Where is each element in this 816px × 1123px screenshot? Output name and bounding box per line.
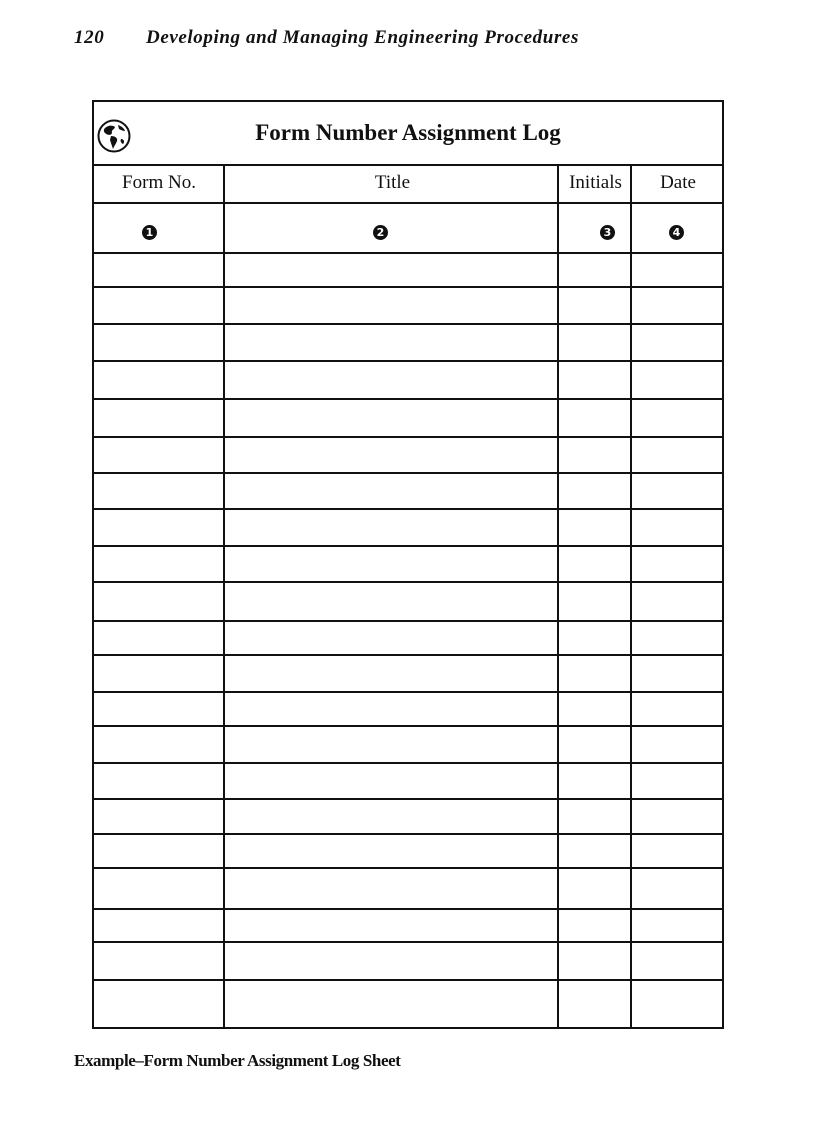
column-header-title: Title [374,172,411,193]
table-row-line [94,979,722,981]
table-row-line [94,472,722,474]
table-row-line [94,691,722,693]
column-divider [557,164,559,1027]
table-row-line [94,798,722,800]
running-head [74,27,579,55]
table-row-line [94,436,722,438]
figure-caption: Example–Form Number Assignment Log Sheet [74,1051,401,1070]
form-title-bar [94,102,722,166]
table-row-line [94,833,722,835]
callout-marker-3: 3 [600,225,615,240]
table-row-line [94,360,722,362]
table-row-line [94,654,722,656]
table-row-line [94,941,722,943]
callout-marker-4: 4 [669,225,684,240]
column-header-date: Date [660,172,696,193]
form-title: Form Number Assignment Log [255,120,561,145]
table-row-line [94,620,722,622]
header-row-divider [94,202,722,204]
page-number: 120 [74,27,105,48]
table-row-line [94,323,722,325]
table-row-line [94,908,722,910]
column-header-initials: Initials [569,172,622,193]
table-row-line [94,581,722,583]
column-divider [630,164,632,1027]
column-divider [223,164,225,1027]
book-title: Developing and Managing Engineering Procedures [146,27,579,48]
table-row-line [94,398,722,400]
table-row-line [94,725,722,727]
column-header-form-no: Form No. [122,172,196,193]
callout-marker-2: 2 [373,225,388,240]
table-row-line [94,762,722,764]
table-row-line [94,508,722,510]
table-row-line [94,252,722,254]
form-number-assignment-log [92,100,724,1029]
callout-marker-1: 1 [142,225,157,240]
table-row-line [94,867,722,869]
table-row-line [94,286,722,288]
table-row-line [94,545,722,547]
